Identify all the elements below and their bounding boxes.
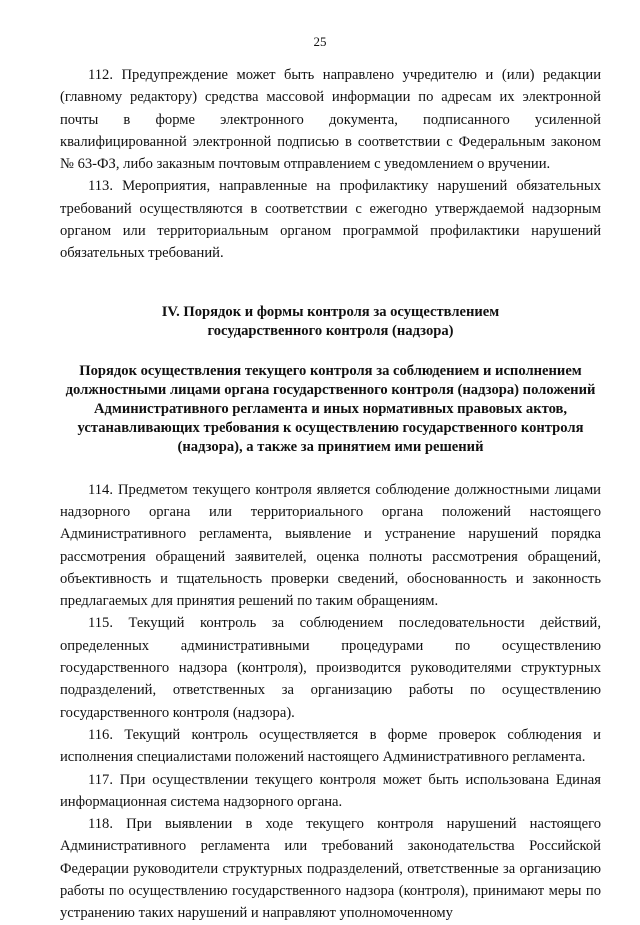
paragraph-116: 116. Текущий контроль осуществляется в форме проверок соблюдения и исполнения специалистами положений настоящего Административного регламента. xyxy=(60,726,601,766)
paragraph-114: 114. Предметом текущего контроля является соблюдение должностными лицами надзорного органа или территориального органа положений настоящего Административного регламента, выявление и устранение нарушений порядка рассмотрения обращений заявителей, оценка полноты рассмотрения обращений, объективность и тщательность проверки сведений, обоснованность и законность предлагаемых для принятия решений по таким обращениям. xyxy=(60,481,601,610)
document-body xyxy=(60,64,601,925)
subsection-title: Порядок осуществления текущего контроля за соблюдением и исполнением должностными лицами органа государственного контроля (надзора) положений Административного регламента и иных нормативных правовых актов, устанавливающих требования к осуществлению государственного контроля (надзора), а также за принятием ими решений xyxy=(65,362,596,455)
paragraph-112: 112. Предупреждение может быть направлено учредителю и (или) редакции (главному редактору) средства массовой информации по адресам их электронной почты в форме электронного документа, подписанного усиленной квалифицированной электронной подписью в соответствии с Федеральным законом № 63-ФЗ, либо заказным почтовым отправлением с уведомлением о вручении. xyxy=(60,67,601,173)
paragraph-118: 118. При выявлении в ходе текущего контроля нарушений настоящего Административного регламента или требований законодательства Российской Федерации руководители структурных подразделений, ответственные за организацию работы по осуществлению государственного надзора (контроля), принимают меры по устранению таких нарушений и направляют уполномоченному xyxy=(60,816,601,922)
section-title: IV. Порядок и формы контроля за осуществлением государственного контроля (надзора) xyxy=(161,303,500,339)
page-number: 25 xyxy=(313,34,327,49)
paragraph-115: 115. Текущий контроль за соблюдением последовательности действий, определенных административными процедурами по осуществлению государственного надзора (контроля), производится руководителями структурных подразделений, ответственных за организацию работы по осуществлению государственного контроля (надзора). xyxy=(60,615,601,721)
spacer xyxy=(60,457,601,479)
paragraph-113: 113. Мероприятия, направленные на профилактику нарушений обязательных требований осуществляются в соответствии с ежегодно утверждаемой надзорным органом или территориальным органом программой профилактики нарушений обязательных требований. xyxy=(60,178,601,262)
paragraph-117: 117. При осуществлении текущего контроля может быть использована Единая информационная система надзорного органа. xyxy=(60,771,601,810)
